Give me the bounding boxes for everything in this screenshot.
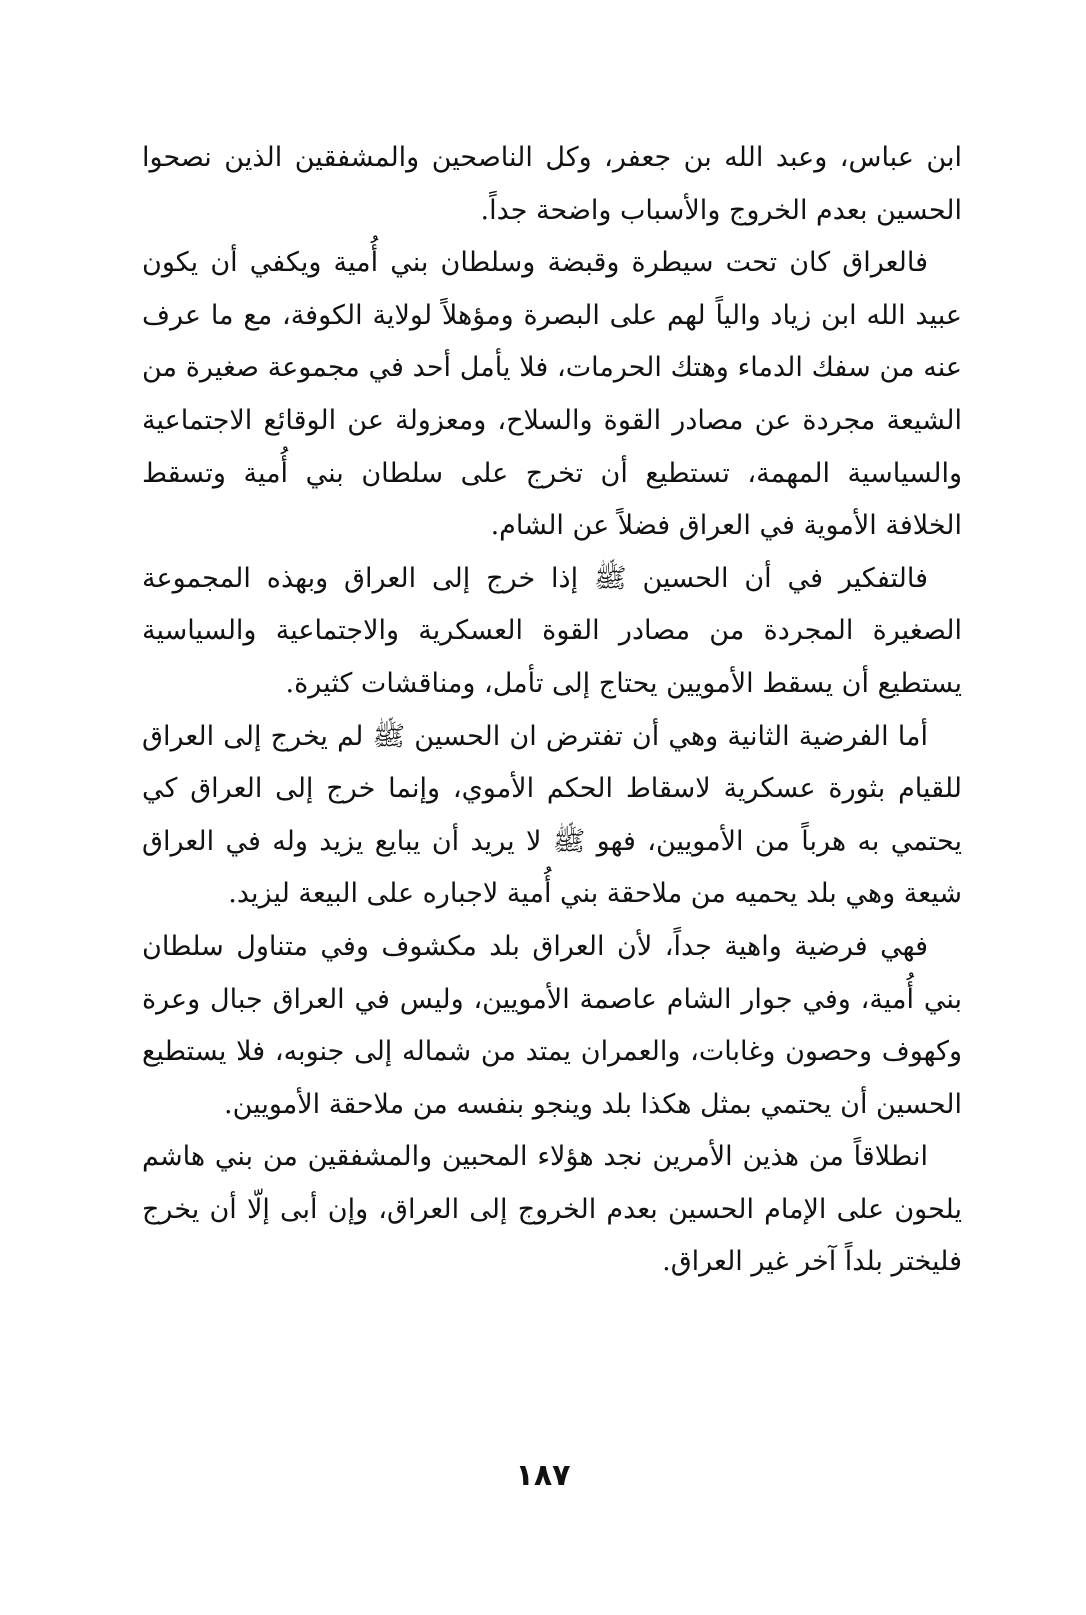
paragraph-3: فالتفكير في أن الحسين ﷺ إذا خرج إلى العراق وبهذه المجموعة الصغيرة المجردة من مصادر القوة العسكرية والاجتماعية والسياسية يستطيع أن يسقط الأمويين يحتاج إلى تأمل، ومناقشات كثيرة.	[142, 562, 962, 699]
paragraph-6: انطلاقاً من هذين الأمرين نجد هؤلاء المحبين والمشفقين من بني هاشم يلحون على الإمام الحسين بعدم الخروج إلى العراق، وإن أبى إلّا أن يخرج فليختر بلداً آخر غير العراق.	[142, 1141, 962, 1278]
paragraph-1: ابن عباس، وعبد الله بن جعفر، وكل الناصحين والمشفقين الذين نصحوا الحسين بعدم الخروج والأسباب واضحة جداً.	[142, 142, 962, 226]
paragraph-4: أما الفرضية الثانية وهي أن تفترض ان الحسين ﷺ لم يخرج إلى العراق للقيام بثورة عسكرية لاسقاط الحكم الأموي، وإنما خرج إلى العراق كي يحتمي به هرباً من الأمويين، فهو ﷺ لا يريد أن يبايع يزيد وله في العراق شيعة وهي بلد يحميه من ملاحقة بني أُمية لاجباره على البيعة ليزيد.	[142, 720, 962, 910]
paragraph-2: فالعراق كان تحت سيطرة وقبضة وسلطان بني أُمية ويكفي أن يكون عبيد الله ابن زياد والياً لهم على البصرة ومؤهلاً لولاية الكوفة، مع ما عرف عنه من سفك الدماء وهتك الحرمات، فلا يأمل أحد في مجموعة صغيرة من الشيعة مجردة عن مصادر القوة والسلاح، ومعزولة عن الوقائع الاجتماعية والسياسية المهمة، تستطيع أن تخرج على سلطان بني أُمية وتسقط الخلافة الأموية في العراق فضلاً عن الشام.	[142, 247, 962, 542]
paragraph-5: فهي فرضية واهية جداً، لأن العراق بلد مكشوف وفي متناول سلطان بني أُمية، وفي جوار الشام عاصمة الأمويين، وليس في العراق جبال وعرة وكهوف وحصون وغابات، والعمران يمتد من شماله إلى جنوبه، فلا يستطيع الحسين أن يحتمي بمثل هكذا بلد وينجو بنفسه من ملاحقة الأمويين.	[142, 930, 962, 1120]
page-body	[142, 132, 962, 1432]
page-number: ١٨٧	[515, 1458, 571, 1493]
